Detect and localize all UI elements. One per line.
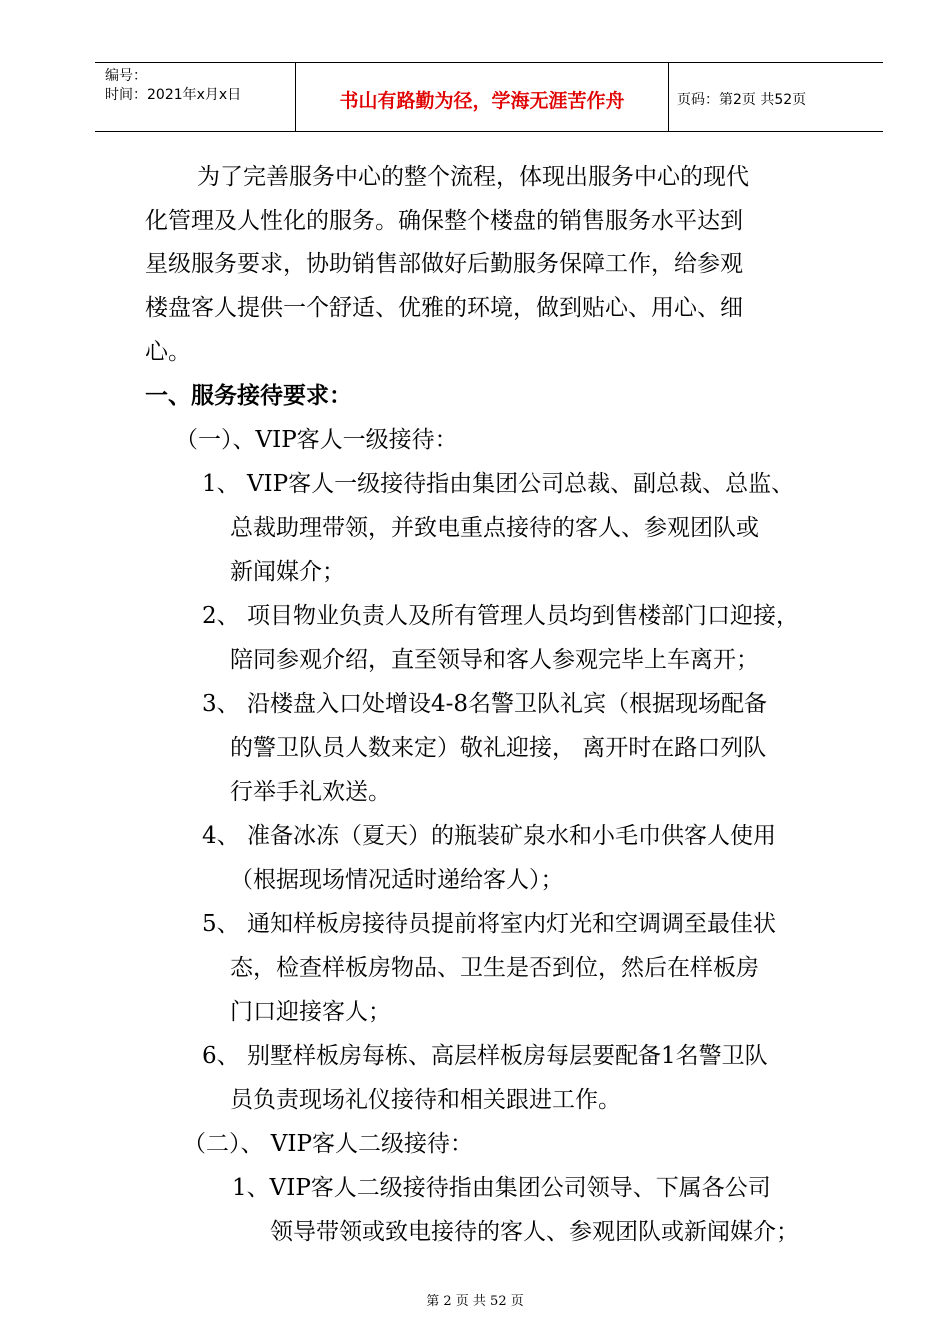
list-item: 1、VIP客人二级接待指由集团公司领导、下属各公司 [232, 1175, 771, 1201]
header-divider [668, 63, 669, 131]
subsection-heading: （一）、VIP客人一级接待： [175, 427, 458, 453]
list-item-continuation: （根据现场情况适时递给客人）； [230, 867, 564, 893]
number-label: 编号： [105, 68, 147, 84]
list-item-continuation: 行举手礼欢送。 [230, 779, 391, 805]
list-item: 2、 项目物业负责人及所有管理人员均到售楼部门口迎接， [202, 603, 799, 629]
list-item-continuation: 新闻媒介； [230, 559, 345, 585]
list-item: 4、 准备冰冻（夏天）的瓶装矿泉水和小毛巾供客人使用 [202, 823, 776, 849]
list-item-continuation: 的警卫队员人数来定）敬礼迎接， 离开时在路口列队 [230, 735, 767, 761]
list-item-continuation: 领导带领或致电接待的客人、参观团队或新闻媒介； [270, 1219, 799, 1245]
subsection-heading: （二）、 VIP客人二级接待： [183, 1131, 473, 1157]
header-meta [105, 67, 241, 105]
list-item: 6、 别墅样板房每栋、高层样板房每层要配备1名警卫队 [202, 1043, 768, 1069]
intro-line: 星级服务要求，协助销售部做好后勤服务保障工作，给参观 [145, 251, 743, 277]
intro-line: 心。 [145, 339, 191, 365]
list-item-continuation: 员负责现场礼仪接待和相关跟进工作。 [230, 1087, 621, 1113]
list-item-continuation: 态，检查样板房物品、卫生是否到位，然后在样板房 [230, 955, 759, 981]
list-item-continuation: 总裁助理带领，并致电重点接待的客人、参观团队或 [230, 515, 759, 541]
list-item-continuation: 陪同参观介绍，直至领导和客人参观完毕上车离开； [230, 647, 759, 673]
page-header [95, 62, 883, 132]
intro-line: 化管理及人性化的服务。确保整个楼盘的销售服务水平达到 [145, 208, 743, 234]
header-page-info: 页码：第2页 共52页 [677, 92, 807, 108]
intro-line: 为了完善服务中心的整个流程，体现出服务中心的现代 [197, 164, 749, 190]
list-item-continuation: 门口迎接客人； [230, 999, 391, 1025]
list-item: 3、 沿楼盘入口处增设4-8名警卫队礼宾（根据现场配备 [202, 691, 767, 717]
list-item: 1、 VIP客人一级接待指由集团公司总裁、副总裁、总监、 [202, 471, 795, 497]
header-motto: 书山有路勤为径，学海无涯苦作舟 [339, 90, 625, 112]
intro-line: 楼盘客人提供一个舒适、优雅的环境，做到贴心、用心、细 [145, 295, 743, 321]
page-footer: 第 2 页 共 52 页 [426, 1294, 524, 1309]
section-heading: 一、服务接待要求： [145, 383, 352, 409]
time-label: 时间：2021年x月x日 [105, 87, 242, 103]
list-item: 5、 通知样板房接待员提前将室内灯光和空调调至最佳状 [202, 911, 776, 937]
